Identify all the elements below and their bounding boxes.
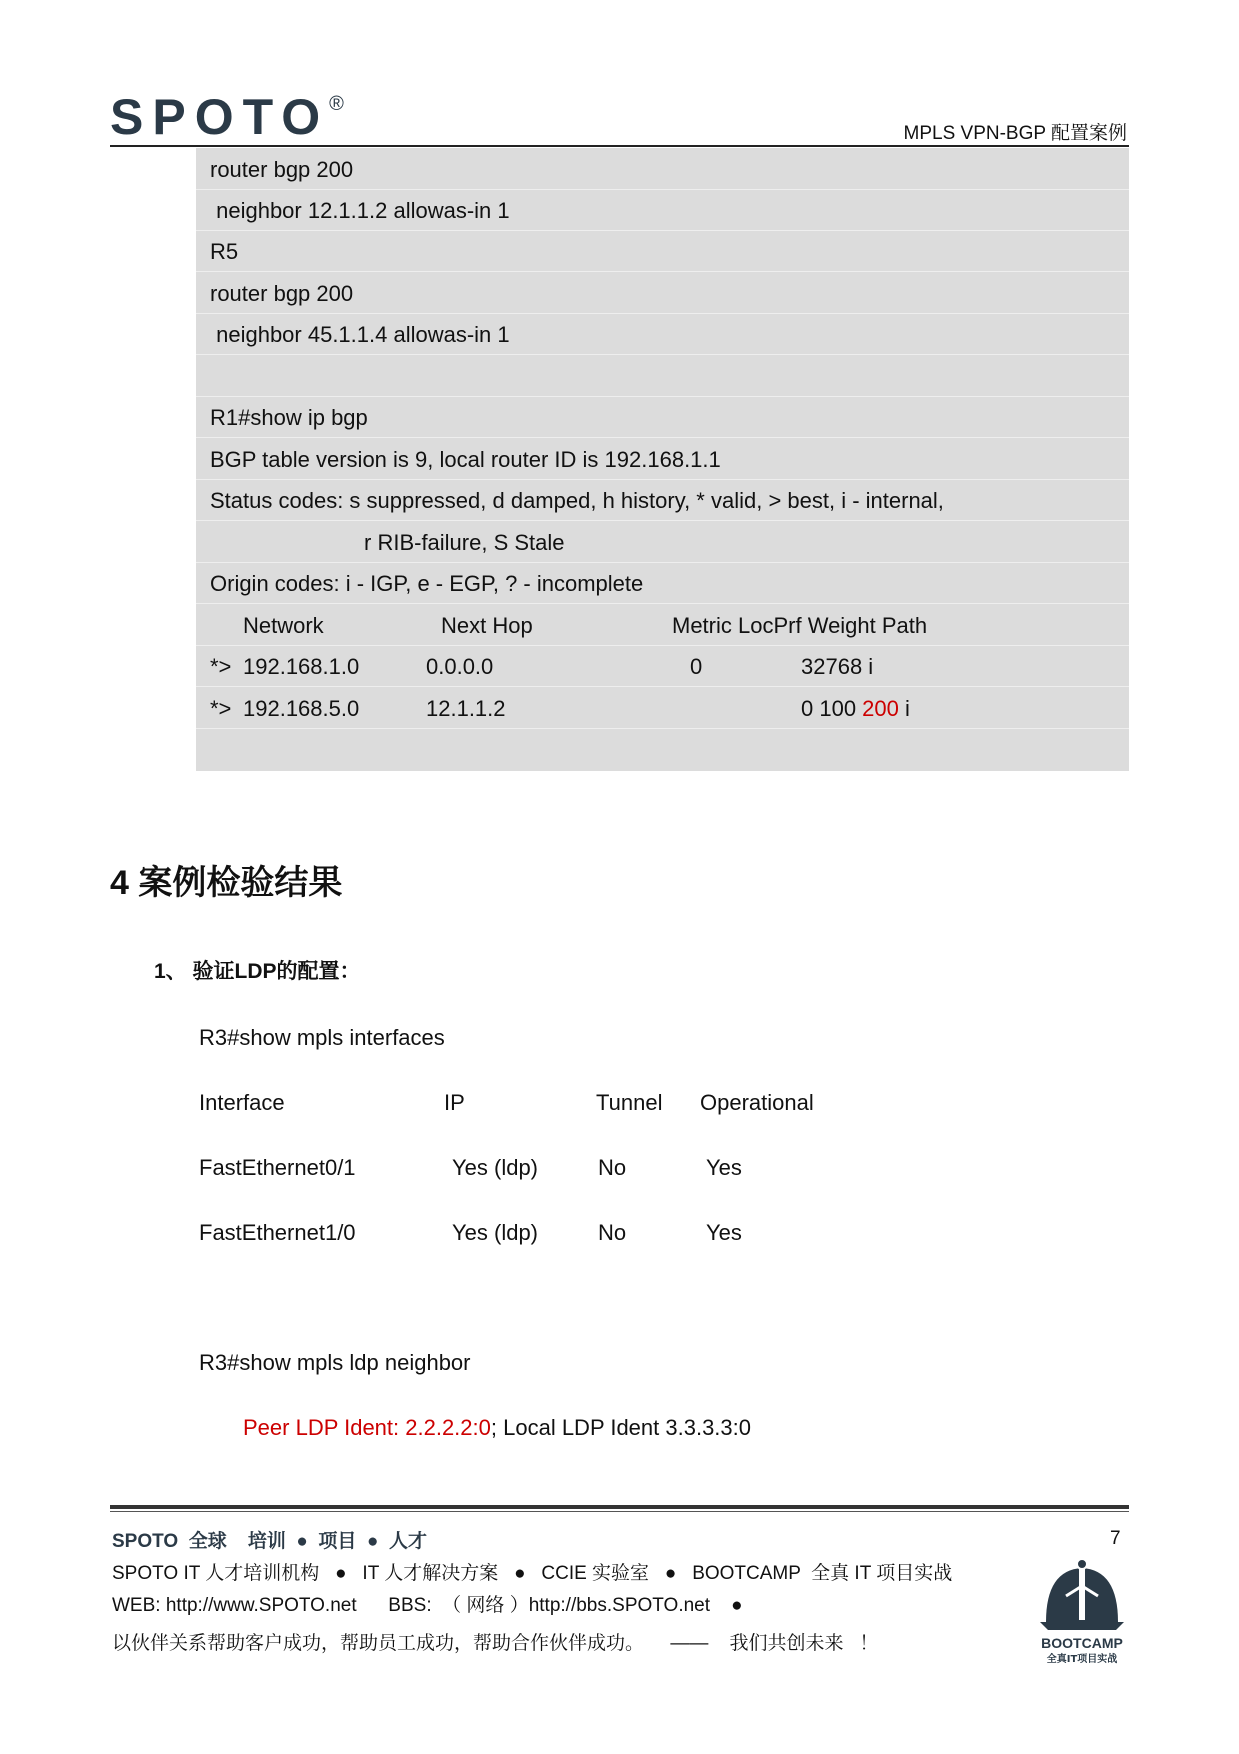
footer-services: SPOTO IT 人才培训机构 ● IT 人才解决方案 ● CCIE 实验室 ● BOOTCAMP 全真 IT 项目实战	[112, 1563, 953, 1584]
cell-ip: Yes (ldp)	[452, 1220, 539, 1245]
bootcamp-label: BOOTCAMP	[1041, 1635, 1123, 1651]
local-ldp-ident: ; Local LDP Ident 3.3.3.3:0	[490, 1415, 752, 1440]
bootcamp-helmet-icon	[1036, 1556, 1128, 1666]
bgp-table-row: *> 192.168.1.0 0.0.0.0 0 32768 i	[196, 645, 1129, 687]
cell-interface: FastEthernet1/0	[199, 1220, 356, 1245]
command-show-mpls-ldp-neighbor: R3#show mpls ldp neighbor	[199, 1350, 471, 1375]
cell-tunnel: No	[598, 1155, 627, 1180]
code-line: neighbor 12.1.1.2 allowas-in 1	[196, 189, 1129, 231]
header-metric-path: Metric LocPrf Weight Path	[672, 613, 928, 638]
document-title: MPLS VPN-BGP 配置案例	[903, 123, 1127, 144]
code-line: BGP table version is 9, local router ID is 192.168.1.1	[196, 438, 1129, 480]
col-header-interface: Interface	[199, 1090, 285, 1115]
bootcamp-logo	[1036, 1556, 1128, 1666]
bgp-table-row: *> 192.168.5.0 12.1.1.2 0 100 200 i	[196, 687, 1129, 729]
code-block	[196, 148, 1129, 771]
cell-interface: FastEthernet0/1	[199, 1155, 356, 1180]
page-number: 7	[1110, 1528, 1121, 1549]
command-show-mpls-interfaces: R3#show mpls interfaces	[199, 1025, 445, 1050]
code-line	[196, 355, 1129, 397]
cell-operational: Yes	[706, 1155, 742, 1180]
col-header-tunnel: Tunnel	[596, 1090, 663, 1115]
col-header-ip: IP	[444, 1090, 465, 1115]
weight-highlight: 200	[862, 696, 899, 721]
header-network: Network	[243, 613, 324, 638]
code-line: router bgp 200	[196, 272, 1129, 314]
footer-slogan: SPOTO 全球 培训 ● 项目 ● 人才	[112, 1531, 428, 1552]
bgp-table-header	[196, 604, 1129, 646]
spoto-logo: SPOTO®	[110, 89, 344, 145]
bootcamp-sub: 全真IT项目实战	[1046, 1654, 1118, 1665]
subsection-title: 1、 验证LDP的配置：	[154, 960, 361, 983]
website-link[interactable]: http://www.SPOTO.net	[165, 1595, 357, 1616]
code-line: r RIB-failure, S Stale	[196, 521, 1129, 563]
cell-ip: Yes (ldp)	[452, 1155, 539, 1180]
footer-web: WEB: http://www.SPOTO.net BBS: （ 网络 ）http://bbs.SPOTO.net ●	[112, 1595, 743, 1616]
peer-ldp-ident: Peer LDP Ident: 2.2.2.2:0	[243, 1415, 491, 1440]
footer-divider-thin	[110, 1511, 1129, 1512]
footer-motto: 以伙伴关系帮助客户成功，帮助员工成功，帮助合作伙伴成功。 —— 我们共创未来 ！	[112, 1633, 879, 1654]
footer-divider	[110, 1505, 1129, 1509]
code-line: R1#show ip bgp	[196, 396, 1129, 438]
cell-operational: Yes	[706, 1220, 742, 1245]
code-line: R5	[196, 230, 1129, 272]
header-next-hop: Next Hop	[441, 613, 533, 638]
ldp-neighbor-output	[243, 1415, 751, 1441]
col-header-operational: Operational	[700, 1090, 814, 1115]
cell-tunnel: No	[598, 1220, 627, 1245]
header-divider	[110, 145, 1129, 147]
code-line: Origin codes: i - IGP, e - EGP, ? - incomplete	[196, 562, 1129, 604]
section-title: 4 案例检验结果	[110, 864, 343, 902]
code-line: neighbor 45.1.1.4 allowas-in 1	[196, 313, 1129, 355]
code-line: router bgp 200	[196, 148, 1129, 190]
code-line: Status codes: s suppressed, d damped, h history, * valid, > best, i - internal,	[196, 479, 1129, 521]
